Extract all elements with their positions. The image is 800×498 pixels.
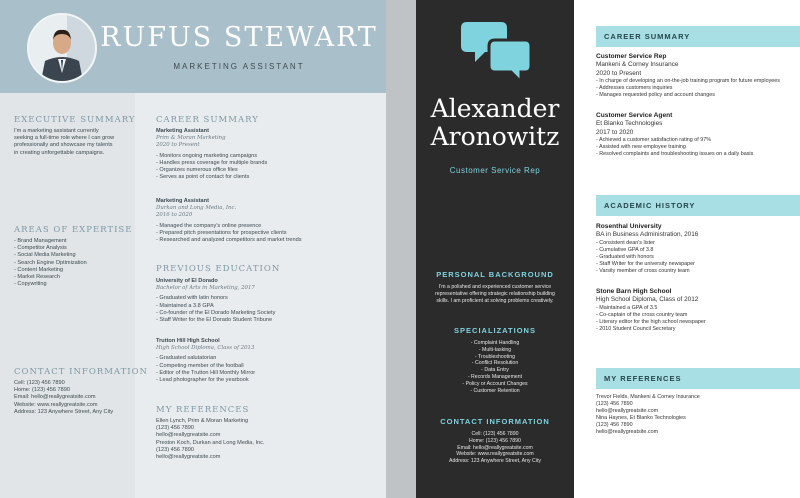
contact-list: Cell: (123) 456 7890 Home: (123) 456 7890 Email: hello@reallygreatsite.com Website: www.reallygreatsite.com Address: 123 Anywhere Street, Any City [14,380,114,415]
list-item: - Multi-tasking [478,346,512,353]
contact-list: Cell: (123) 456 7890 Home: (123) 456 7890 Email: hello@reallygreatsite.com Website: www.reallygreatsite.com Address: 123 Anywhere Street, Any City [449,431,541,465]
resume-role: MARKETING ASSISTANT [173,62,305,71]
personal-background-heading: PERSONAL BACKGROUND [436,270,554,279]
expertise-list [14,238,87,288]
education-heading: PREVIOUS EDUCATION [156,264,281,274]
specializations-heading: SPECIALIZATIONS [454,326,536,335]
career-summary-heading: CAREER SUMMARY [156,115,259,125]
job-entry: Customer Service Agent Et Blanko Technologies 2017 to 2020 - Achieved a customer satisfaction rating of 97% - Assisted with new employee training - Resolved complaints and troubleshooting issues on a daily basis [596,112,754,158]
contact-heading: CONTACT INFORMATION [440,417,550,426]
list-item: - Market Research [14,274,61,281]
education-entry: Trutton Hill High School High School Diploma, Class of 2013 - Graduated salutatorian - Competing member of the football - Editor of the Trutton Hill Monthly Mirror - Lead photographer for the yearbook [156,338,256,384]
resume-rufus-stewart [0,0,386,498]
profile-photo [27,13,97,83]
list-item: - Troubleshooting [474,353,516,360]
list-item: - Copywriting [14,281,47,288]
education-entry: University of El Dorado Bachelor of Arts in Marketing, 2017 - Graduated with latin honors - Maintained a 3.8 GPA - Co-founder of the El Dorado Marketing Society - Staff Writer for the El Dorado Student Tribune [156,278,276,324]
expertise-heading: AREAS OF EXPERTISE [14,225,133,235]
list-item: - Content Marketing [14,266,64,273]
executive-summary-text: I'm a marketing assistant currently seeking a full-time role where I can grow professionally and showcase my talents in creating unforgettable campaigns. [14,128,115,156]
career-summary-heading: CAREER SUMMARY [604,32,691,41]
list-item: - Search Engine Optimization [14,259,87,266]
list-item: - Policy or Account Changes [462,380,528,387]
resume-name: Alexander Aronowitz [430,94,560,151]
job-entry: Marketing Assistant Prim & Moran Marketing 2020 to Present - Monitors ongoing marketing campaigns - Handles press coverage for multiple brands - Organizes numerous office files - Serves as point of contact for clients [156,128,268,181]
list-item: - Records Management [467,373,523,380]
references-banner [596,368,800,389]
list-item: - Complaint Handling [470,340,520,346]
executive-summary-heading: EXECUTIVE SUMMARY [14,115,136,125]
resume-header [0,0,386,93]
chat-bubbles-icon [461,18,533,86]
list-item: - Competitor Analysis [14,245,67,252]
education-entry: Stone Barn High School High School Diploma, Class of 2012 - Maintained a GPA of 3.5 - Co-captain of the cross country team - Literary editor for the high school newspaper - 2010 Student Council Secretary [596,288,706,332]
page-gap [386,0,416,498]
specializations-list [420,340,570,394]
resume-role: Customer Service Rep [449,166,541,175]
references-list: Ellen Lynch, Prim & Moran Marketing (123) 456 7890 hello@reallygreatsite.com Preston Koch, Durkan and Long Media, Inc. (123) 456 7890 hello@reallygreatsite.com [156,418,265,461]
references-list: Trevor Fields, Mankeni & Corney Insurance (123) 456 7890 hello@reallygreatsite.com Nina Haynes, Et Blanko Technologies (123) 456 7890 hello@reallygreatsite.com [596,394,700,435]
list-item: - Brand Management [14,238,67,244]
education-entry: Rosenthal University BA in Business Administration, 2016 - Consistent dean's lister - Cumulative GPA of 3.8 - Graduated with honors - Staff Writer for the university newspaper - Varsity member of cross country team [596,223,699,274]
references-heading: MY REFERENCES [604,374,682,383]
resume-sidebar [416,0,574,498]
references-heading: MY REFERENCES [156,405,250,415]
resume-main-content [574,0,800,498]
list-item: - Data Entry [481,367,509,374]
list-item: - Social Media Marketing [14,252,76,259]
personal-background-text: I'm a polished and experienced customer service representative offering strategic relationship building skills. I am proficient at solving problems creatively. [435,284,555,304]
resume-name: RUFUS STEWART [100,22,378,53]
list-item: - Conflict Resolution [471,360,519,367]
academic-history-heading: ACADEMIC HISTORY [604,201,696,210]
list-item: - Customer Retention [470,387,520,394]
academic-history-banner [596,195,800,216]
job-entry: Customer Service Rep Mankeni & Corney Insurance 2020 to Present - In charge of developing an on-the-job training program for future employees - Addresses customers inquiries - Manages requested policy and account changes [596,53,780,99]
career-summary-banner [596,26,800,47]
job-entry: Marketing Assistant Durkan and Long Media, Inc. 2016 to 2020 - Managed the company's online presence - Prepared pitch presentations for prospective clients - Researched and analyzed competitors and market trends [156,198,302,244]
contact-heading: CONTACT INFORMATION [14,367,148,377]
